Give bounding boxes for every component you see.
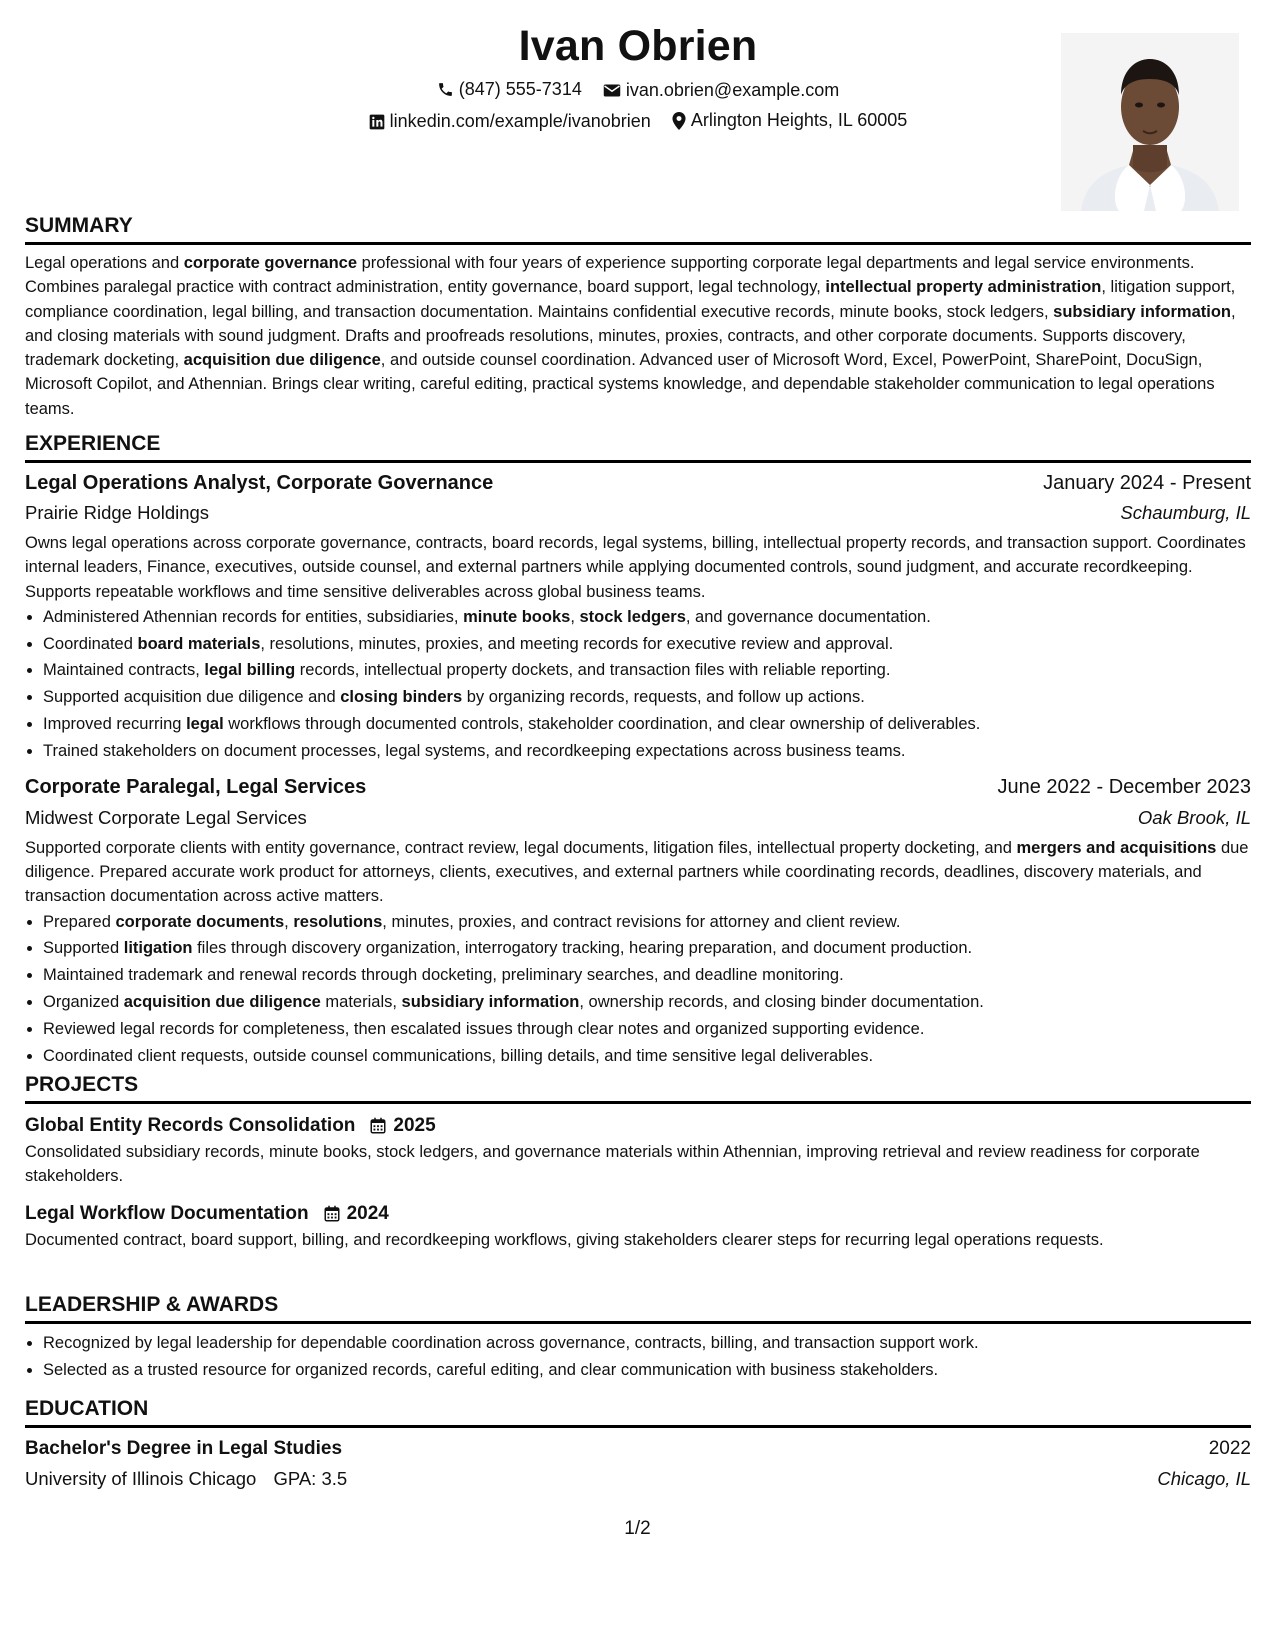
degree-title: Bachelor's Degree in Legal Studies [25, 1438, 343, 1459]
bullet-item [43, 935, 1251, 962]
bullet-item [43, 962, 1251, 989]
summary-text [25, 251, 1251, 421]
text-run: , [284, 912, 294, 931]
job-bullets [25, 909, 1251, 1070]
text-run: by organizing records, requests, and follow up actions. [462, 688, 865, 707]
bullet-item [43, 657, 1251, 684]
project-year: 2024 [346, 1202, 389, 1224]
resume-page [25, 0, 1251, 1489]
leadership-heading: LEADERSHIP & AWARDS [25, 1293, 1251, 1324]
linkedin-text: linkedin.com/example/ivanobrien [389, 111, 651, 131]
envelope-icon [603, 83, 621, 98]
summary-section [25, 214, 1251, 421]
job-entry [25, 773, 1251, 1070]
job-company: Prairie Ridge Holdings [25, 502, 210, 523]
bold-text: subsidiary information [401, 992, 580, 1011]
text-run: records, intellectual property dockets, and transaction files with reliable reporting. [295, 661, 891, 680]
project-year: 2025 [393, 1115, 436, 1136]
education-section [25, 1397, 1251, 1494]
text-run: Trained stakeholders on document processes, legal systems, and recordkeeping expectations across business teams. [43, 741, 906, 760]
email-text: ivan.obrien@example.com [625, 80, 840, 100]
job-location: Schaumburg, IL [1120, 502, 1251, 523]
bold-text: corporate governance [183, 254, 358, 272]
text-run: Administered Athennian records for entities, subsidiaries, [43, 607, 464, 626]
page-number: 1/2 [624, 1518, 651, 1539]
bullet-item [43, 604, 1251, 631]
location-text: Arlington Heights, IL 60005 [690, 110, 908, 130]
text-run: Supported acquisition due diligence and [43, 688, 341, 707]
bold-text: stock ledgers [579, 607, 686, 626]
text-run: files through discovery organization, interrogatory tracking, hearing preparation, and document production. [192, 939, 973, 958]
text-run: Coordinated client requests, outside counsel communications, billing details, and time sensitive legal deliverables. [43, 1046, 874, 1065]
bold-text: resolutions [293, 912, 383, 931]
school-info [25, 1468, 347, 1490]
bold-text: legal billing [204, 661, 296, 680]
school-name: University of Illinois Chicago [25, 1468, 257, 1489]
text-run: , and closing materials with sound judgment. Drafts and proofreads resolutions, minutes, proxies, contracts, and other corporate documents. Supports discovery, trademark docketing, [25, 302, 1236, 370]
text-run: Coordinated [43, 634, 138, 653]
project-entry [25, 1200, 1251, 1252]
projects-heading: PROJECTS [25, 1073, 1251, 1104]
bold-text: intellectual property administration [825, 278, 1102, 297]
phone-contact[interactable] [437, 79, 582, 100]
bold-text: closing binders [340, 688, 463, 707]
text-run: Organized [43, 992, 124, 1011]
text-run: , and outside counsel coordination. Advanced user of Microsoft Word, Excel, PowerPoint, SharePoint, DocuSign, Microsoft Copilot, and Athennian. Brings clear writing, careful editing, practical systems knowledge, and dependable stakeholder communication to legal operations teams. [25, 351, 1215, 418]
job-summary [25, 531, 1251, 604]
text-run: workflows through documented controls, stakeholder coordination, and clear ownership of deliverables. [223, 715, 981, 734]
text-run: , ownership records, and closing binder documentation. [579, 992, 984, 1011]
text-run: , minutes, proxies, and contract revisions for attorney and client review. [382, 912, 901, 931]
projects-section [25, 1073, 1251, 1252]
job-title: Legal Operations Analyst, Corporate Governance [25, 471, 494, 494]
summary-heading: SUMMARY [25, 214, 1251, 245]
text-run: , resolutions, minutes, proxies, and meeting records for executive review and approval. [260, 634, 894, 653]
text-run: Prepared [43, 912, 116, 931]
map-pin-icon [672, 112, 686, 130]
phone-text: (847) 555-7314 [458, 79, 582, 99]
text-run: Maintained trademark and renewal records through docketing, preliminary searches, and deadline monitoring. [43, 966, 844, 985]
school-location: Chicago, IL [1157, 1468, 1251, 1489]
job-summary [25, 836, 1251, 909]
text-run: , litigation support, compliance coordination, legal billing, and transaction documentation. Maintains confidential executive records, minute books, stock ledgers, [25, 278, 1236, 321]
text-run: Supported [43, 939, 124, 958]
job-dates: January 2024 - Present [1043, 471, 1251, 494]
email-contact[interactable] [603, 80, 839, 101]
experience-section [25, 432, 1251, 1069]
candidate-name: Ivan Obrien [518, 22, 758, 70]
text-run: due diligence. Prepared accurate work product for attorneys, clients, executives, and external partners while coordinating records, deadlines, discovery materials, and transaction documentation across active matters. [25, 838, 1249, 906]
text-run: Reviewed legal records for completeness, then escalated issues through clear notes and organized supporting evidence. [43, 1019, 925, 1038]
project-name: Legal Workflow Documentation [25, 1202, 309, 1224]
bullet-item [43, 711, 1251, 738]
text-run: materials, [320, 992, 402, 1011]
gpa: GPA: 3.5 [273, 1468, 348, 1489]
leadership-section [25, 1293, 1251, 1384]
job-company: Midwest Corporate Legal Services [25, 806, 307, 828]
job-bullets [25, 604, 1251, 765]
location-contact [672, 110, 907, 131]
job-dates: June 2022 - December 2023 [997, 776, 1251, 799]
text-run: Improved recurring [43, 715, 187, 734]
bullet-item [43, 631, 1251, 658]
resume-header [25, 0, 1251, 215]
bold-text: subsidiary information [1053, 302, 1232, 321]
experience-heading: EXPERIENCE [25, 432, 1251, 463]
phone-icon [437, 81, 454, 98]
project-entry [25, 1112, 1251, 1189]
bullet-item [43, 1043, 1251, 1070]
bold-text: litigation [123, 939, 193, 958]
bold-text: corporate documents [115, 912, 285, 931]
text-run: Owns legal operations across corporate governance, contracts, board records, legal systems, billing, intellectual property records, and transaction support. Coordinates internal leaders, Finance, executives, outside counsel, and external partners while applying documented controls, sound judgment, and accurate recordkeeping. Supports repeatable workflows and time sensitive deliverables across global business teams. [25, 534, 1246, 601]
text-run: , and governance documentation. [685, 607, 931, 626]
text-run: Maintained contracts, [43, 661, 205, 680]
project-description: Documented contract, board support, billing, and recordkeeping workflows, giving stakeholders clearer steps for recurring legal operations requests. [25, 1230, 1104, 1249]
job-location: Oak Brook, IL [1137, 806, 1251, 828]
job-entry [25, 468, 1251, 765]
bold-text: minute books [463, 607, 571, 626]
bullet-item [43, 684, 1251, 711]
bold-text: acquisition due diligence [123, 992, 321, 1011]
text-run: Legal operations and [25, 254, 184, 272]
project-description: Consolidated subsidiary records, minute books, stock ledgers, and governance materials within Athennian, improving retrieval and review readiness for corporate stakeholders. [25, 1143, 1200, 1186]
leadership-list [25, 1330, 1251, 1384]
education-heading: EDUCATION [25, 1397, 1251, 1428]
bullet-item [43, 738, 1251, 765]
bold-text: mergers and acquisitions [1016, 838, 1217, 857]
calendar-icon [369, 1117, 387, 1135]
graduation-year: 2022 [1208, 1438, 1251, 1459]
profile-photo [1061, 33, 1239, 211]
job-title: Corporate Paralegal, Legal Services [25, 776, 367, 799]
calendar-icon [323, 1205, 341, 1223]
list-item: • Selected as a trusted resource for organized records, careful editing, and clear communication with business stakeholders. [43, 1357, 1251, 1384]
bold-text: board materials [137, 634, 261, 653]
bullet-item [43, 909, 1251, 936]
linkedin-icon [369, 114, 385, 130]
text-run: Supported corporate clients with entity governance, contract review, legal documents, litigation files, intellectual property docketing, and [25, 838, 1017, 857]
linkedin-contact[interactable] [369, 111, 651, 132]
bullet-item [43, 989, 1251, 1016]
project-name: Global Entity Records Consolidation [25, 1115, 356, 1136]
text-run: professional with four years of experience supporting corporate legal departments and legal service environments. Combines paralegal practice with contract administration, entity governance, board support, legal technology, [25, 254, 1195, 297]
bullet-item [43, 1016, 1251, 1043]
bold-text: legal [186, 715, 224, 734]
list-item: • Recognized by legal leadership for dependable coordination across governance, contracts, billing, and transaction support work. [43, 1330, 1251, 1357]
text-run: , [570, 607, 580, 626]
bold-text: acquisition due diligence [183, 351, 381, 370]
